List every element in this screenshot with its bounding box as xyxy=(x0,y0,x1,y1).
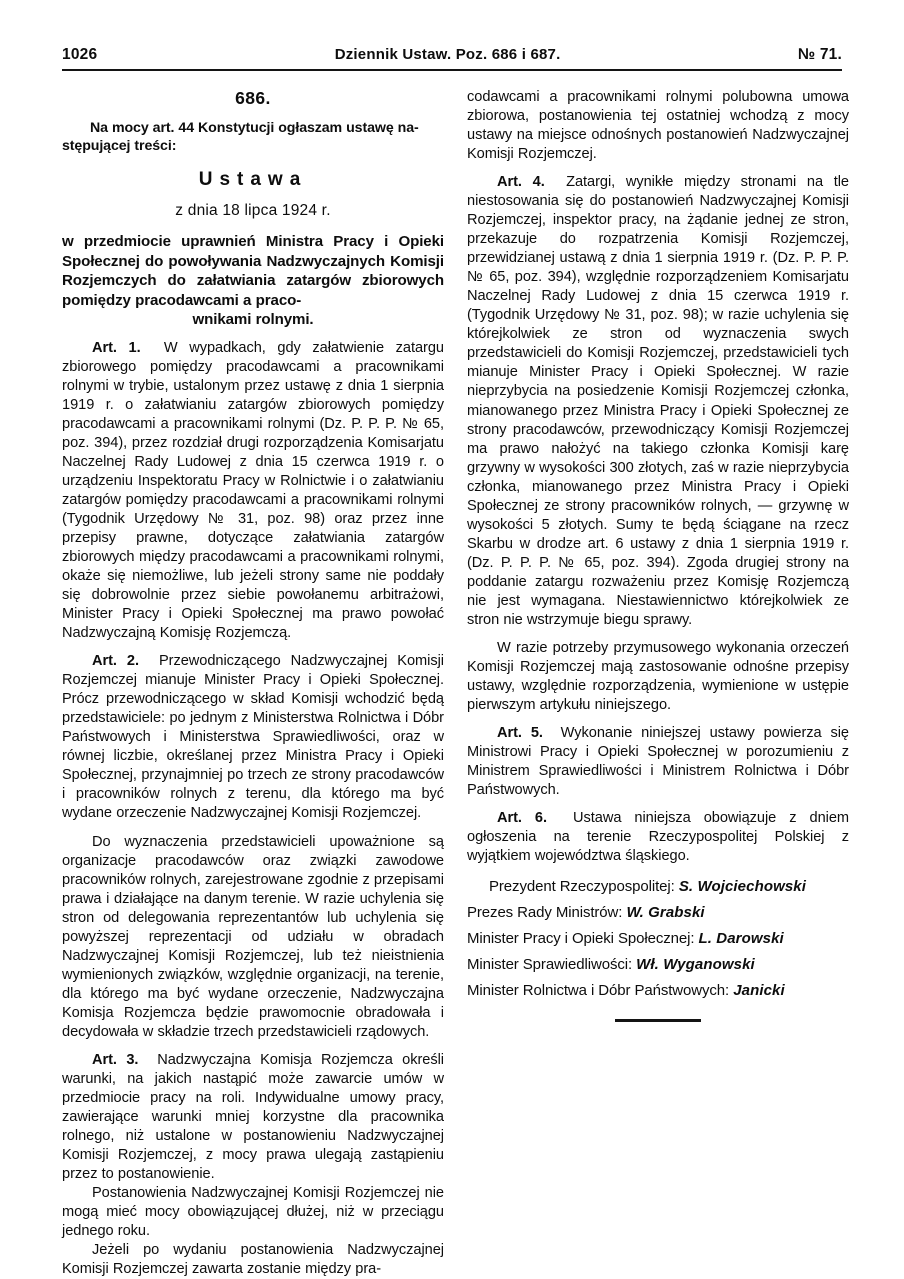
signature-title: Minister Pracy i Opieki Społecznej: xyxy=(467,930,695,948)
header-divider xyxy=(62,69,842,71)
signature-name: W. Grabski xyxy=(626,904,705,922)
issue-number: № 71. xyxy=(797,46,842,63)
two-column-body xyxy=(62,88,849,1279)
article-2-text: Przewodniczącego Nadzwyczajnej Komisji Rozjemczej mianuje Minister Pracy i Opieki Społecznej. Prócz przewodniczącego w skład Komisji wchodzić będą przedstawiciele: po jednym z Ministerstwa Rolnictwa i Dóbr Państwowych i Ministerstwa Sprawiedliwości, oraz w równej liczbie, określanej przez Ministra Pracy i Opieki Społecznej, przynajmniej po trzech ze strony pracodawców i pracowników rolnych z terenu, dla którego ma być wydane orzeczenie Nadzwyczajnej Komisji Rozjemczej. xyxy=(62,653,444,822)
article-1-label: Art. 1. xyxy=(92,339,141,356)
signature-title: Prezydent Rzeczypospolitej: xyxy=(489,878,675,896)
signature-name: L. Darowski xyxy=(698,930,784,948)
journal-title: Dziennik Ustaw. Poz. 686 i 687. xyxy=(334,46,561,63)
article-3-paragraph-3: Jeżeli po wydaniu postanowienia Nadzwyczajnej Komisji Rozjemczej zawarta zostanie między pra- xyxy=(62,1242,444,1278)
article-4-paragraph xyxy=(467,173,849,630)
signature-line-agriculture-minister xyxy=(467,983,849,998)
article-3-label: Art. 3. xyxy=(92,1051,139,1068)
signature-title: Minister Rolnictwa i Dóbr Państwowych: xyxy=(467,982,730,1000)
article-3-text: Nadzwyczajna Komisja Rozjemcza określi warunki, na jakich nastąpić może zawarcie umów w przedmiocie pracy na roli. Indywidualne umowy pracy, zawierające warunki mniej korzystne dla pracownika rolnego, niż ustalone w postanowieniu Nadzwyczajnej Komisji Rozjemczej, z mocy prawa ulegają zastąpieniu przez to postanowienie. xyxy=(62,1051,444,1183)
article-4-paragraph-2: W razie potrzeby przymusowego wykonania orzeczeń Komisji Rozjemczej mają zastosowanie odnośne przepisy ustawy, względnie rozporządzenia, wymienione w ustępie pierwszym artykułu niniejszego. xyxy=(467,639,849,713)
signature-name: Wł. Wyganowski xyxy=(636,956,755,974)
article-6-text: Ustawa niniejsza obowiązuje z dniem ogłoszenia na terenie Rzeczypospolitej Polskiej z wyjątkiem województwa śląskiego. xyxy=(467,810,849,865)
article-6-label: Art. 6. xyxy=(497,810,548,827)
signature-title: Prezes Rady Ministrów: xyxy=(467,904,623,922)
article-5-label: Art. 5. xyxy=(497,725,543,741)
article-6-paragraph xyxy=(467,809,849,866)
act-number: 686. xyxy=(235,88,271,108)
left-column xyxy=(62,88,444,1279)
promulgation-main: Na mocy art. 44 Konstytucji ogłaszam ustawę na- xyxy=(90,120,419,136)
signature-title: Minister Sprawiedliwości: xyxy=(467,956,633,974)
running-head xyxy=(62,46,842,64)
article-3-paragraph-2: Postanowienia Nadzwyczajnej Komisji Rozjemczej nie mogą mieć mocy obowiązującej dłużej, niż w przeciągu jednego roku. xyxy=(62,1185,444,1240)
act-subject-title xyxy=(62,232,444,330)
signature-line-president xyxy=(467,879,849,894)
signature-name: Janicki xyxy=(733,982,785,1000)
article-2-label: Art. 2. xyxy=(92,653,139,670)
article-2-paragraph xyxy=(62,652,444,823)
right-column xyxy=(467,88,849,1022)
article-5-paragraph xyxy=(467,724,849,800)
promulgation-tail: stępującej treści: xyxy=(62,138,177,155)
act-subject-main: w przedmiocie uprawnień Ministra Pracy i Opieki Społecznej do powoływania Nadzwyczajnych Komisji Rozjemczych do załatwiania zatargów zbiorowych pomiędzy pracodawcami a praco- xyxy=(62,233,444,309)
signature-line-labour-minister xyxy=(467,931,849,946)
article-1-paragraph xyxy=(62,339,444,644)
promulgation-paragraph xyxy=(62,119,444,155)
signature-block xyxy=(467,879,849,998)
article-1-text: W wypadkach, gdy załatwienie zatargu zbiorowego pomiędzy pracodawcami a pracownikami rolnymi w trybie, ustalonym przez ustawę z dnia 1 sierpnia 1919 r. o załatwianiu zatargów zbiorowych pomiędzy pracodawcami a pracownikami rolnymi (Dz. P. P. P. № 65, poz. 394), przez rozdział drugi rozporządzenia Komisarjatu Naczelnej Rady Ludowej z dnia 15 czerwca 1919 r. o urządzeniu Inspektoratu Pracy w Rolnictwie i o załatwianiu zatargów pomiędzy pracodawcami a pracownikami rolnymi (Tygodnik Urzędowy № 31, poz. 98) oraz przez inne przepisy prawne, dotyczące załatwiania zatargów zbiorowych między pracodawcami a pracownikami rolnymi, okaże się niemożliwe, lub jeżeli strony same nie poddały się dobrowolnie przez siebie powołanemu arbitrażowi, Minister Pracy i Opieki Społecznej ma prawo powołać Nadzwyczajną Komisję Rozjemczą. xyxy=(62,339,444,642)
article-4-text: Zatargi, wynikłe między stronami na tle niestosowania się do postanowień Nadzwyczajnej Komisji Rozjemczej, inspektor pracy, na żądanie jednej ze stron, przekazuje do rozpatrzenia Komisji Rozjemczej, przewidzianej ustawą z dnia 1 sierpnia 1919 r. (Dz. P. P. P. № 65, poz. 394), względnie rozporządzeniem Komisarjatu Naczelnej Rady Ludowej z dnia 15 czerwca 1919 r. (Tygodnik Urzędowy № 31, poz. 98); w razie uchylenia się którejkolwiek ze stron od wyznaczenia swych przedstawicieli do Komisji Rozjemczej, przedstawicieli tych mianuje Minister Pracy i Opieki Społecznej. W razie nieprzybycia na posiedzenie Komisji Rozjemczej członka, mianowanego przez Ministra Pracy i Opieki Społecznej ze strony pracodawców, przewodniczący Komisji Rozjemczej ma prawo nałożyć na takiego członka Komisji karę grzywny w wysokości 300 złotych, zaś w razie nieprzybycia członka, mianowanego przez Ministra Pracy i Opieki Społecznej ze strony pracowników rolnych, — grzywnę w wysokości 5 złotych. Sumy te będą ściągane na rzecz Skarbu w drodze art. 6 ustawy z dnia 1 sierpnia 1919 r. (Dz. P. P. P. № 65, poz. 394). Zgoda drugiej strony na poddanie zatargu rozważeniu przez Komisję Rozjemczą nie jest wymagana. Niestawiennictwo którejkolwiek ze stron nie wstrzymuje biegu sprawy. xyxy=(467,174,849,628)
page-number: 1026 xyxy=(62,46,98,63)
continuation-paragraph: codawcami a pracownikami rolnymi polubowna umowa zbiorowa, postanowienia tej ostatniej wchodzą z mocy ustawy na miejsce odnośnych postanowień Nadzwyczajnej Komisji Rozjemczej. xyxy=(467,89,849,163)
article-2-paragraph-2: Do wyznaczenia przedstawicieli upoważnione są organizacje pracodawców oraz związki zawodowe pracowników rolnych, zarejestrowane zgodnie z przepisami prawa i działające na danym terenie. W razie uchylenia się stron od delegowania reprezentantów lub uchylenia się powyższej reprezentacji od udziału w obradach Nadzwyczajnej Komisji Rozjemczej, lub też nieistnienia wymienionych związków, względnie organizacji, na terenie, dla którego ma być wydane orzeczenie, Nadzwyczajna Komisja Rozjemcza będzie prawomocnie obradowała i decydowała w składzie trzech przedstawicieli rządowych. xyxy=(62,833,444,1040)
signature-line-justice-minister xyxy=(467,957,849,972)
article-4-label: Art. 4. xyxy=(497,174,545,191)
article-3-paragraph xyxy=(62,1051,444,1184)
act-subject-tail: wnikami rolnymi. xyxy=(192,311,314,329)
signature-name: S. Wojciechowski xyxy=(678,878,807,896)
act-date: z dnia 18 lipca 1924 r. xyxy=(175,202,331,220)
act-heading-word: Ustawa xyxy=(198,169,308,191)
article-5-text: Wykonanie niniejszej ustawy powierza się Ministrowi Pracy i Opieki Społecznej w porozumieniu z Ministrem Sprawiedliwości i Ministrem Rolnictwa i Dóbr Państwowych. xyxy=(467,725,849,799)
end-ornament-rule xyxy=(615,1019,701,1022)
signature-line-prime-minister xyxy=(467,905,849,920)
